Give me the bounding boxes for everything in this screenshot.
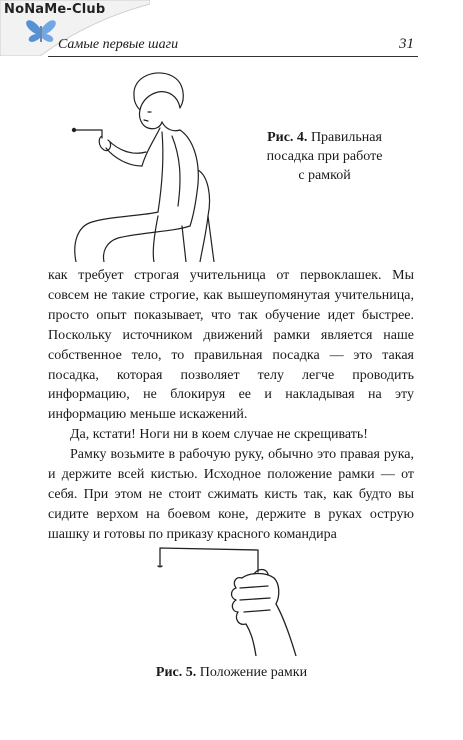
figure-4-illustration bbox=[62, 66, 232, 262]
figure-5-caption-text: Положение рамки bbox=[199, 665, 308, 680]
figure-5-label: Рис. 5. bbox=[155, 665, 197, 680]
figure-5-caption bbox=[0, 665, 463, 681]
paragraph-2: Да, кстати! Ноги ни в коем случае не скрещивать! bbox=[70, 427, 368, 443]
running-header bbox=[48, 36, 418, 57]
body-text bbox=[48, 266, 414, 545]
figure-4-caption bbox=[262, 128, 387, 185]
watermark-text: NoNaMe-Club bbox=[4, 2, 106, 17]
figure-4-caption-text: Правильная посадка при работе с рамкой bbox=[266, 130, 383, 183]
page-number: 31 bbox=[399, 36, 414, 52]
figure-4-label: Рис. 4. bbox=[267, 130, 308, 145]
paragraph-1: как требует строгая учительница от первоклашек. Мы совсем не такие строгие, как вышеупомянутая учительница, просто опыт показывает, что так обучение идет быстрее. Поскольку источником движений рамки является наше собственное тело, то правильная посадка — это такая посадка, которая позволяет телу легче проводить информацию, не блокируя ее и накладывая на эту информацию меньше искажений. bbox=[48, 268, 414, 423]
header-title: Самые первые шаги bbox=[58, 37, 179, 52]
figure-5-illustration bbox=[150, 538, 320, 656]
paragraph-3: Рамку возьмите в рабочую руку, обычно это правая рука, и держите всей кистью. Исходное положение рамки — от себя. При этом не стоит сжимать кисть так, как будто вы сидите верхом на боевом коне, держите в руках острую шашку и готовы по приказу красного командира bbox=[48, 447, 414, 542]
